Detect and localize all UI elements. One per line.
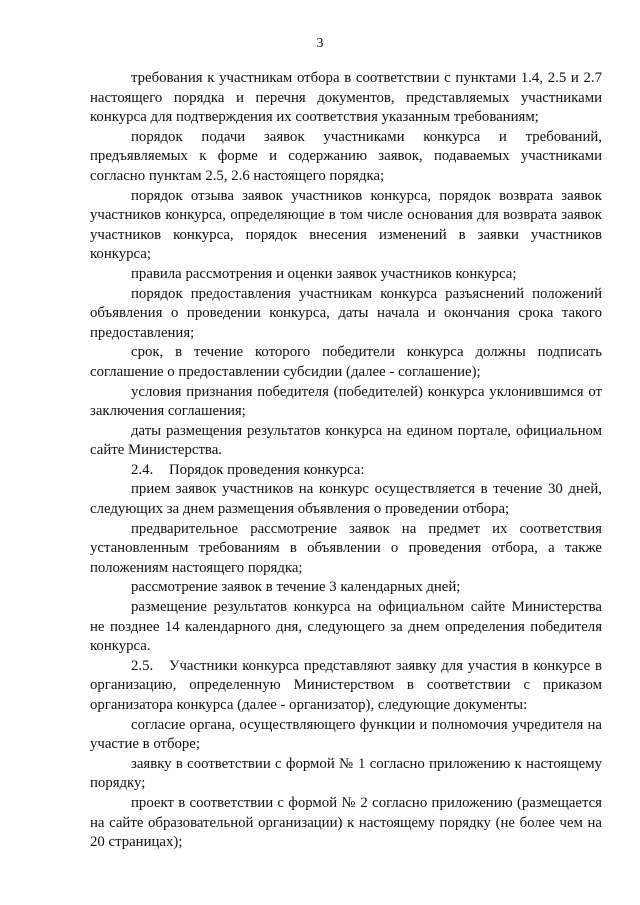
paragraph: [90, 598, 602, 657]
section-number: 2.4.: [131, 461, 154, 478]
paragraph-text: заявку в соответствии с формой № 1 согласно приложению к настоящему порядку;: [90, 755, 602, 792]
paragraph-text: порядок отзыва заявок участников конкурса, порядок возврата заявок участников конкурса, определяющие в том числе основания для возврата заявок участников конкурса, порядок внесения изменений в заявки участников конкурса;: [90, 187, 602, 263]
paragraph: [90, 383, 602, 422]
paragraph: [90, 187, 602, 265]
paragraph-text: Участники конкурса представляют заявку для участия в конкурсе в организацию, определенную Министерством в соответствии с приказом организатора конкурса (далее - организатор), следующие документы:: [90, 657, 602, 713]
paragraph: [90, 794, 602, 853]
paragraph: [90, 578, 602, 598]
paragraph: [90, 128, 602, 187]
paragraph-text: порядок подачи заявок участниками конкурса и требований, предъявляемых к форме и содержанию заявок, подаваемых участниками согласно пунктам 2.5, 2.6 настоящего порядка;: [90, 128, 602, 184]
paragraph: [90, 69, 602, 128]
paragraph: [90, 755, 602, 794]
paragraph: [90, 343, 602, 382]
paragraph: [90, 716, 602, 755]
paragraph-text: требования к участникам отбора в соответствии с пунктами 1.4, 2.5 и 2.7 настоящего порядка и перечня документов, представляемых участниками конкурса для подтверждения их соответствия указанным требованиям;: [90, 70, 602, 126]
paragraph-text: Порядок проведения конкурса:: [169, 461, 365, 478]
paragraph-text: порядок предоставления участникам конкурса разъяснений положений объявления о проведении конкурса, даты начала и окончания срока такого предоставления;: [90, 285, 602, 341]
paragraph: [90, 285, 602, 344]
document-body: [90, 69, 602, 853]
paragraph-text: проект в соответствии с формой № 2 согласно приложению (размещается на сайте образовательной организации) к настоящему порядку (не более чем на 20 страницах);: [90, 794, 602, 851]
page-number: 3: [316, 36, 324, 51]
paragraph-text: размещение результатов конкурса на официальном сайте Министерства не позднее 14 календарного дня, следующего за днем определения победителя конкурса.: [90, 599, 602, 655]
paragraph: [90, 422, 602, 461]
paragraph: [90, 265, 602, 285]
section-number: 2.5.: [131, 657, 154, 674]
paragraph-text: согласие органа, осуществляющего функции и полномочия учредителя на участие в отборе;: [90, 716, 602, 753]
section-paragraph: [90, 461, 602, 481]
paragraph-text: условия признания победителя (победителей) конкурса уклонившимся от заключения соглашения;: [90, 383, 602, 420]
paragraph: [90, 480, 602, 519]
paragraph-text: рассмотрение заявок в течение 3 календарных дней;: [131, 579, 461, 596]
paragraph-text: предварительное рассмотрение заявок на предмет их соответствия установленным требованиям в объявлении о проведения отбора, а также положениям настоящего порядка;: [90, 520, 602, 576]
paragraph-text: правила рассмотрения и оценки заявок участников конкурса;: [131, 265, 517, 282]
paragraph: [90, 520, 602, 579]
section-paragraph: [90, 657, 602, 716]
paragraph-text: даты размещения результатов конкурса на едином портале, официальном сайте Министерства.: [90, 422, 602, 459]
paragraph-text: прием заявок участников на конкурс осуществляется в течение 30 дней, следующих за днем размещения объявления о проведении отбора;: [90, 481, 602, 518]
paragraph-text: срок, в течение которого победители конкурса должны подписать соглашение о предоставлении субсидии (далее - соглашение);: [90, 344, 602, 380]
